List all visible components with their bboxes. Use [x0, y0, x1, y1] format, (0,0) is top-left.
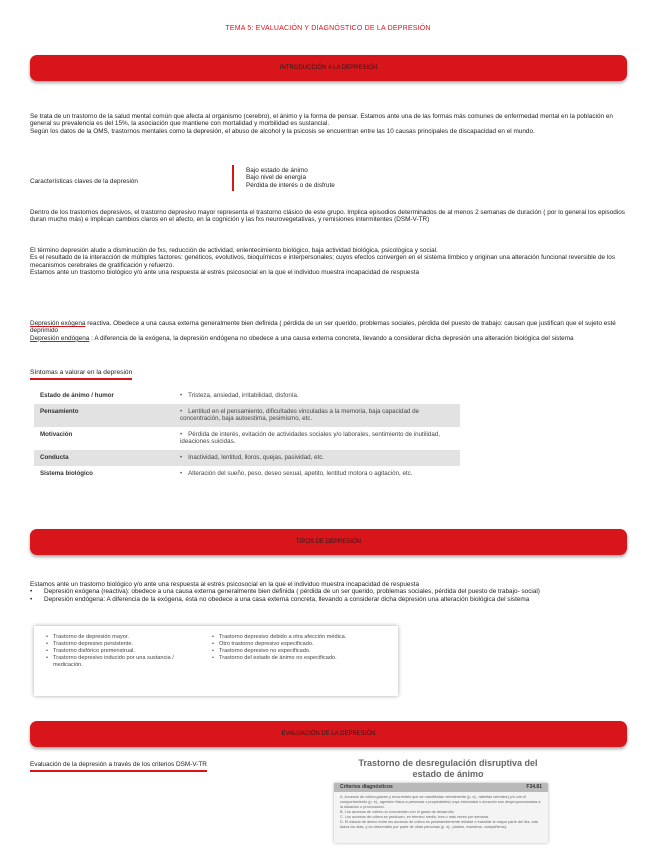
disorders-left-column	[46, 634, 196, 669]
intro-text-2: Según los datos de la OMS, trastornos mentales como la depresión, el abuso de alcohol y la psicosis se encuentran entre las 10 causas principales de discapacidad en el mundo.	[30, 127, 535, 135]
section-banner-evaluation: EVALUACIÓN DE LA DEPRESIÓN	[30, 721, 627, 747]
characteristics-divider	[232, 165, 234, 191]
list-item: • Trastorno depresivo debido a otra afección médica.	[212, 634, 392, 641]
symptom-category: Motivación	[40, 430, 73, 438]
table-row	[34, 450, 460, 466]
intro-text-5: Es el resultado de la interacción de múltiples factores: genéticos, evolutivos, bioquímicos e interpersonales; cuyos efectos convergen en el sistema límbico y originan una alteración funcional reversible de los mecanismos cerebrales de gratificación y refuerzo.	[30, 254, 616, 269]
section-banner-types: TIPOS DE DEPRESIÓN	[30, 529, 627, 555]
symptom-description: • Alteración del sueño, peso, deseo sexual, apetito, lentitud motora o agitación, etc.	[174, 466, 460, 482]
symptom-category: Conducta	[34, 450, 174, 466]
dsm-criteria-text	[334, 792, 548, 833]
intro-paragraph-1	[30, 113, 630, 135]
intro-paragraph-4	[30, 247, 630, 277]
list-item: • Trastorno depresivo persistente.	[46, 641, 196, 648]
characteristic-item: Pérdida de interés o de disfrute	[246, 181, 335, 189]
intro-depression-types	[30, 320, 630, 342]
characteristics-label: Características claves de la depresión	[30, 178, 138, 185]
symptom-category: Estado de ánimo / humor	[40, 392, 114, 399]
page-title: TEMA 5: EVALUACIÓN Y DIAGNÓSTICO DE LA DEPRESIÓN	[225, 25, 431, 32]
disorders-right-column	[212, 634, 392, 662]
list-item: • Depresión endógena: A diferencia de la exógena, ésta no obedece a una casa externa concreta, llevando a considerar dicha depresión una alteración biológica del sistema	[30, 596, 630, 603]
dsm-card-header	[334, 783, 548, 792]
symptom-description: • Pérdida de interés, evitación de actividades sociales y/o laborales, sentimiento de inutilidad, ideaciones suicidas.	[174, 427, 460, 450]
intro-text-4: El término depresión alude a disminución de fxs, reducción de actividad, enlentecimiento biológico, baja actividad biológica, psicológica y social.	[30, 247, 438, 254]
characteristic-item: Bajo nivel de energía	[246, 174, 307, 182]
dsm-criterion: A. Accesos de cólera graves y recurrentes que se manifiestan verbalmente (p. ej., rabietas verbales) y/o con el comportamiento (p. ej., agresión física a personas o propiedades) cuya intensidad o duración son desproporcionadas a la situación o provocación.	[340, 795, 541, 809]
exogenous-text: reactiva. Obedece a una causa externa generalmente bien definida ( pérdida de un ser querido, problemas sociales, pérdida del puesto de trabajo: causan que justifican que el sujeto esté deprimido	[30, 320, 616, 335]
table-row	[34, 427, 460, 450]
dsm-header-label: Criterios diagnósticos	[340, 784, 393, 790]
intro-paragraph-3: Dentro de los trastornos depresivos, el trastorno depresivo mayor representa el trastorno clásico de este grupo. Implica episodios determinados de al menos 2 semanas de duración ( por lo general los episodios duran mucho más) e implican cambios claros en el afecto, en la cognición y las fxs neurovegetativas, y remisiones intermitentes (DSM-V-TR)	[30, 209, 626, 224]
symptom-category: Sistema biológico	[40, 469, 93, 477]
dsm-criteria-card	[334, 783, 548, 843]
symptoms-heading: Síntomas a valorar en la depresión	[30, 369, 132, 380]
disorders-box	[34, 626, 398, 696]
dsm-criterion: D. El estado de ánimo entre los accesos de cólera es persistentemente irritable o irascible la mayor parte del día, casi todos los días, y es observable por parte de otras personas (p. ej., padres, maestros, compañeros).	[340, 820, 539, 829]
endogenous-text: : A diferencia de la exógena, la depresión endógena no obedece a una causa externa concreta, llevando a considerar dicha depresión una alteración biológica del sistema	[89, 334, 574, 342]
table-row	[34, 466, 460, 482]
dsm-figure-title: Trastorno de desregulación disruptiva del estado de ánimo	[358, 758, 538, 779]
list-item: • Trastorno depresivo inducido por una sustancia / medicación.	[46, 655, 196, 669]
section-banner-intro: INTRODUCCIÓN A LA DEPRESIÓN	[30, 55, 627, 81]
types-section	[30, 581, 630, 603]
list-item: • Trastorno disfórico premenstrual.	[46, 648, 196, 655]
symptom-description: • Lentitud en el pensamiento, dificultades vinculadas a la memoria, baja capacidad de concentración, baja autoestima, pesimismo, etc.	[174, 404, 460, 427]
dsm-criterion: C. Los accesos de cólera se producen, en término medio, tres o más veces por semana.	[340, 815, 489, 819]
dsm-criterion: B. Los accesos de cólera no concuerdan con el grado de desarrollo.	[340, 810, 455, 814]
list-item: • Trastorno del estado de ánimo no especificado.	[212, 655, 392, 662]
dsm-code: F34.81	[526, 784, 542, 790]
list-item: • Depresión exógena (reactiva): obedece a una causa externa generalmente bien definida ( pérdida de un ser querido, problemas sociales, pérdida del puesto de trabajo- social)	[30, 588, 630, 595]
types-intro: Estamos ante un trastorno biológico y/o ante una respuesta al estrés psicosocial en la que el individuo muestra incapacidad de respuesta	[30, 581, 419, 588]
intro-text-6: Estamos ante un trastorno biológico y/o ante una respuesta al estrés psicosocial en la que el individuo muestra incapacidad de respuesta	[30, 269, 419, 277]
symptom-category: Pensamiento	[34, 404, 174, 427]
evaluation-subtitle: Evaluación de la depresión a través de los criterios DSM-V-TR	[30, 761, 207, 772]
symptom-description: • Tristeza, ansiedad, irritabilidad, disfonía.	[174, 388, 460, 404]
intro-text-1: Se trata de un trastorno de la salud mental común que afecta al organismo (cerebro), el ánimo y la forma de pensar. Estamos ante una de las formas más comunes de enfermedad mental en la población en general su prevalencia es del 15%, la asociación que mantiene con mortalidad y morbilidad es sustancial.	[30, 113, 613, 128]
exogenous-term: Depresión exógena	[30, 320, 86, 327]
endogenous-term: Depresión endógena	[30, 334, 90, 342]
characteristics-list	[246, 167, 335, 189]
list-item: • Otro trastorno depresivo especificado.	[212, 641, 392, 648]
list-item: • Trastorno de depresión mayor.	[46, 634, 196, 641]
table-row	[34, 404, 460, 427]
characteristic-item: Bajo estado de ánimo	[246, 167, 308, 174]
list-item: • Trastorno depresivo no especificado.	[212, 648, 392, 655]
symptom-description: • Inactividad, lentitud, lloros, quejas, pasividad, etc.	[174, 450, 460, 466]
table-row	[34, 388, 460, 404]
symptoms-table	[34, 388, 460, 481]
